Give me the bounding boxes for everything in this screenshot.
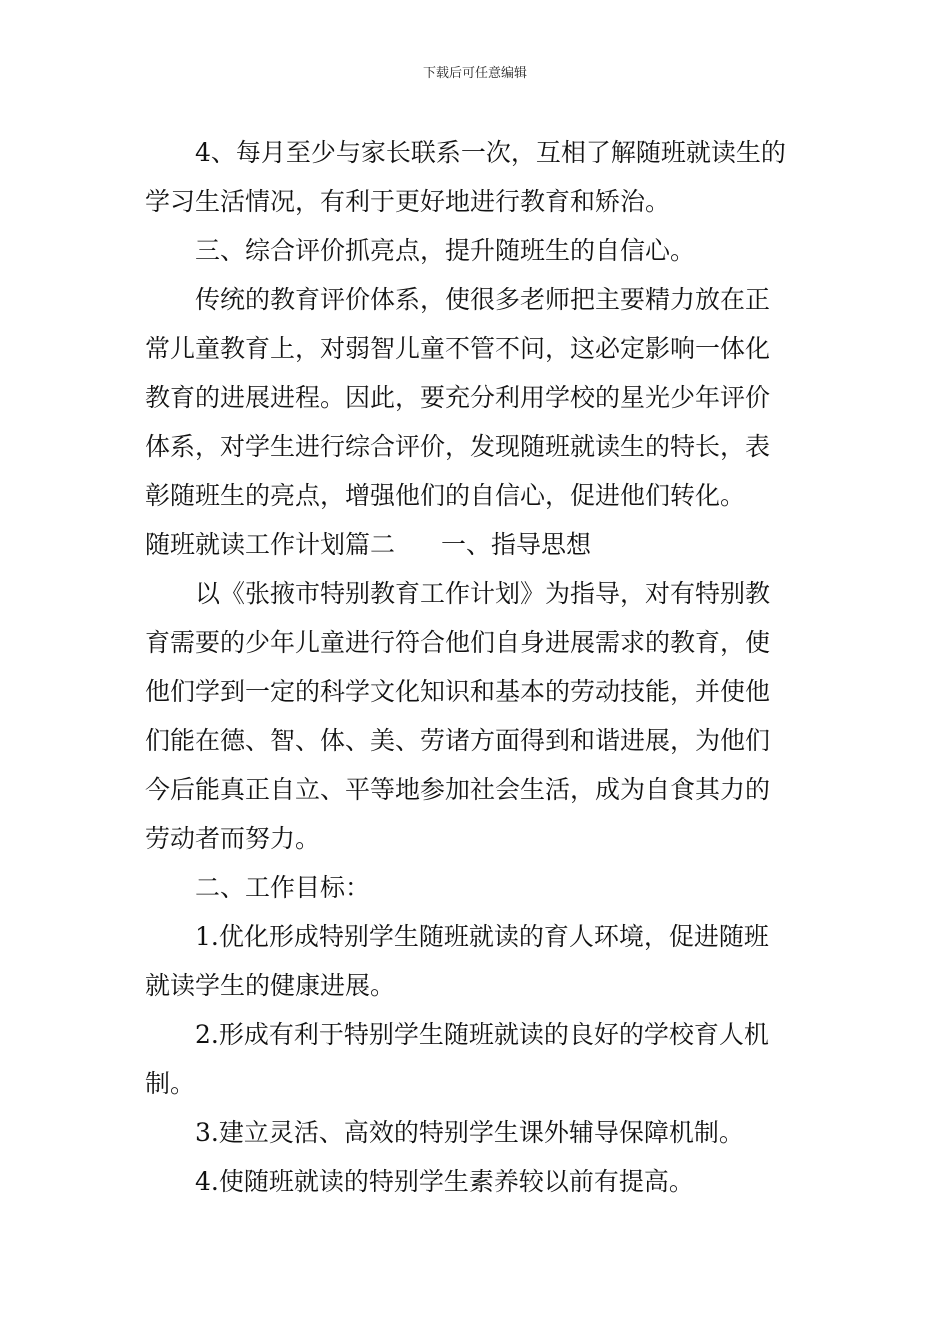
paragraph-line: 传统的教育评价体系，使很多老师把主要精力放在正 [195, 285, 771, 314]
paragraph-line: 三、综合评价抓亮点，提升随班生的自信心。 [195, 236, 696, 265]
paragraph-line: 二、工作目标： [195, 873, 371, 902]
document-body [145, 128, 805, 1206]
paragraph-line: 4、每月至少与家长联系一次，互相了解随班就读生的 [195, 138, 786, 167]
paragraph-line: 他们学到一定的科学文化知识和基本的劳动技能，并使他 [145, 677, 771, 706]
paragraph-line: 育需要的少年儿童进行符合他们自身进展需求的教育，使 [145, 628, 771, 657]
paragraph-line: 就读学生的健康进展。 [145, 971, 396, 1000]
paragraph-line: 2.形成有利于特别学生随班就读的良好的学校育人机 [195, 1020, 769, 1049]
paragraph-line: 今后能真正自立、平等地参加社会生活，成为自食其力的 [145, 775, 771, 804]
paragraph-line: 学习生活情况，有利于更好地进行教育和矫治。 [145, 187, 671, 216]
paragraph-line: 3.建立灵活、高效的特别学生课外辅导保障机制。 [195, 1118, 744, 1147]
paragraph-line: 彰随班生的亮点，增强他们的自信心，促进他们转化。 [145, 481, 746, 510]
page-header-note: 下载后可任意编辑 [422, 66, 527, 81]
paragraph-line: 制。 [145, 1069, 196, 1098]
paragraph-line: 常儿童教育上，对弱智儿童不管不问，这必定影响一体化 [145, 334, 771, 363]
paragraph-line: 1.优化形成特别学生随班就读的育人环境，促进随班 [195, 922, 769, 951]
paragraph-line: 教育的进展进程。因此，要充分利用学校的星光少年评价 [145, 383, 771, 412]
paragraph-line: 以《张掖市特别教育工作计划》为指导，对有特别教 [195, 579, 771, 608]
paragraph-line: 们能在德、智、体、美、劳诸方面得到和谐进展，为他们 [145, 726, 771, 755]
section-title [145, 520, 805, 569]
paragraph-line: 4.使随班就读的特别学生素养较以前有提高。 [195, 1167, 694, 1196]
paragraph-line: 体系，对学生进行综合评价，发现随班就读生的特长，表 [145, 432, 771, 461]
section-title-sub: 一、指导思想 [441, 530, 592, 559]
section-title-main: 随班就读工作计划篇二 [145, 530, 396, 559]
paragraph-line: 劳动者而努力。 [145, 824, 321, 853]
